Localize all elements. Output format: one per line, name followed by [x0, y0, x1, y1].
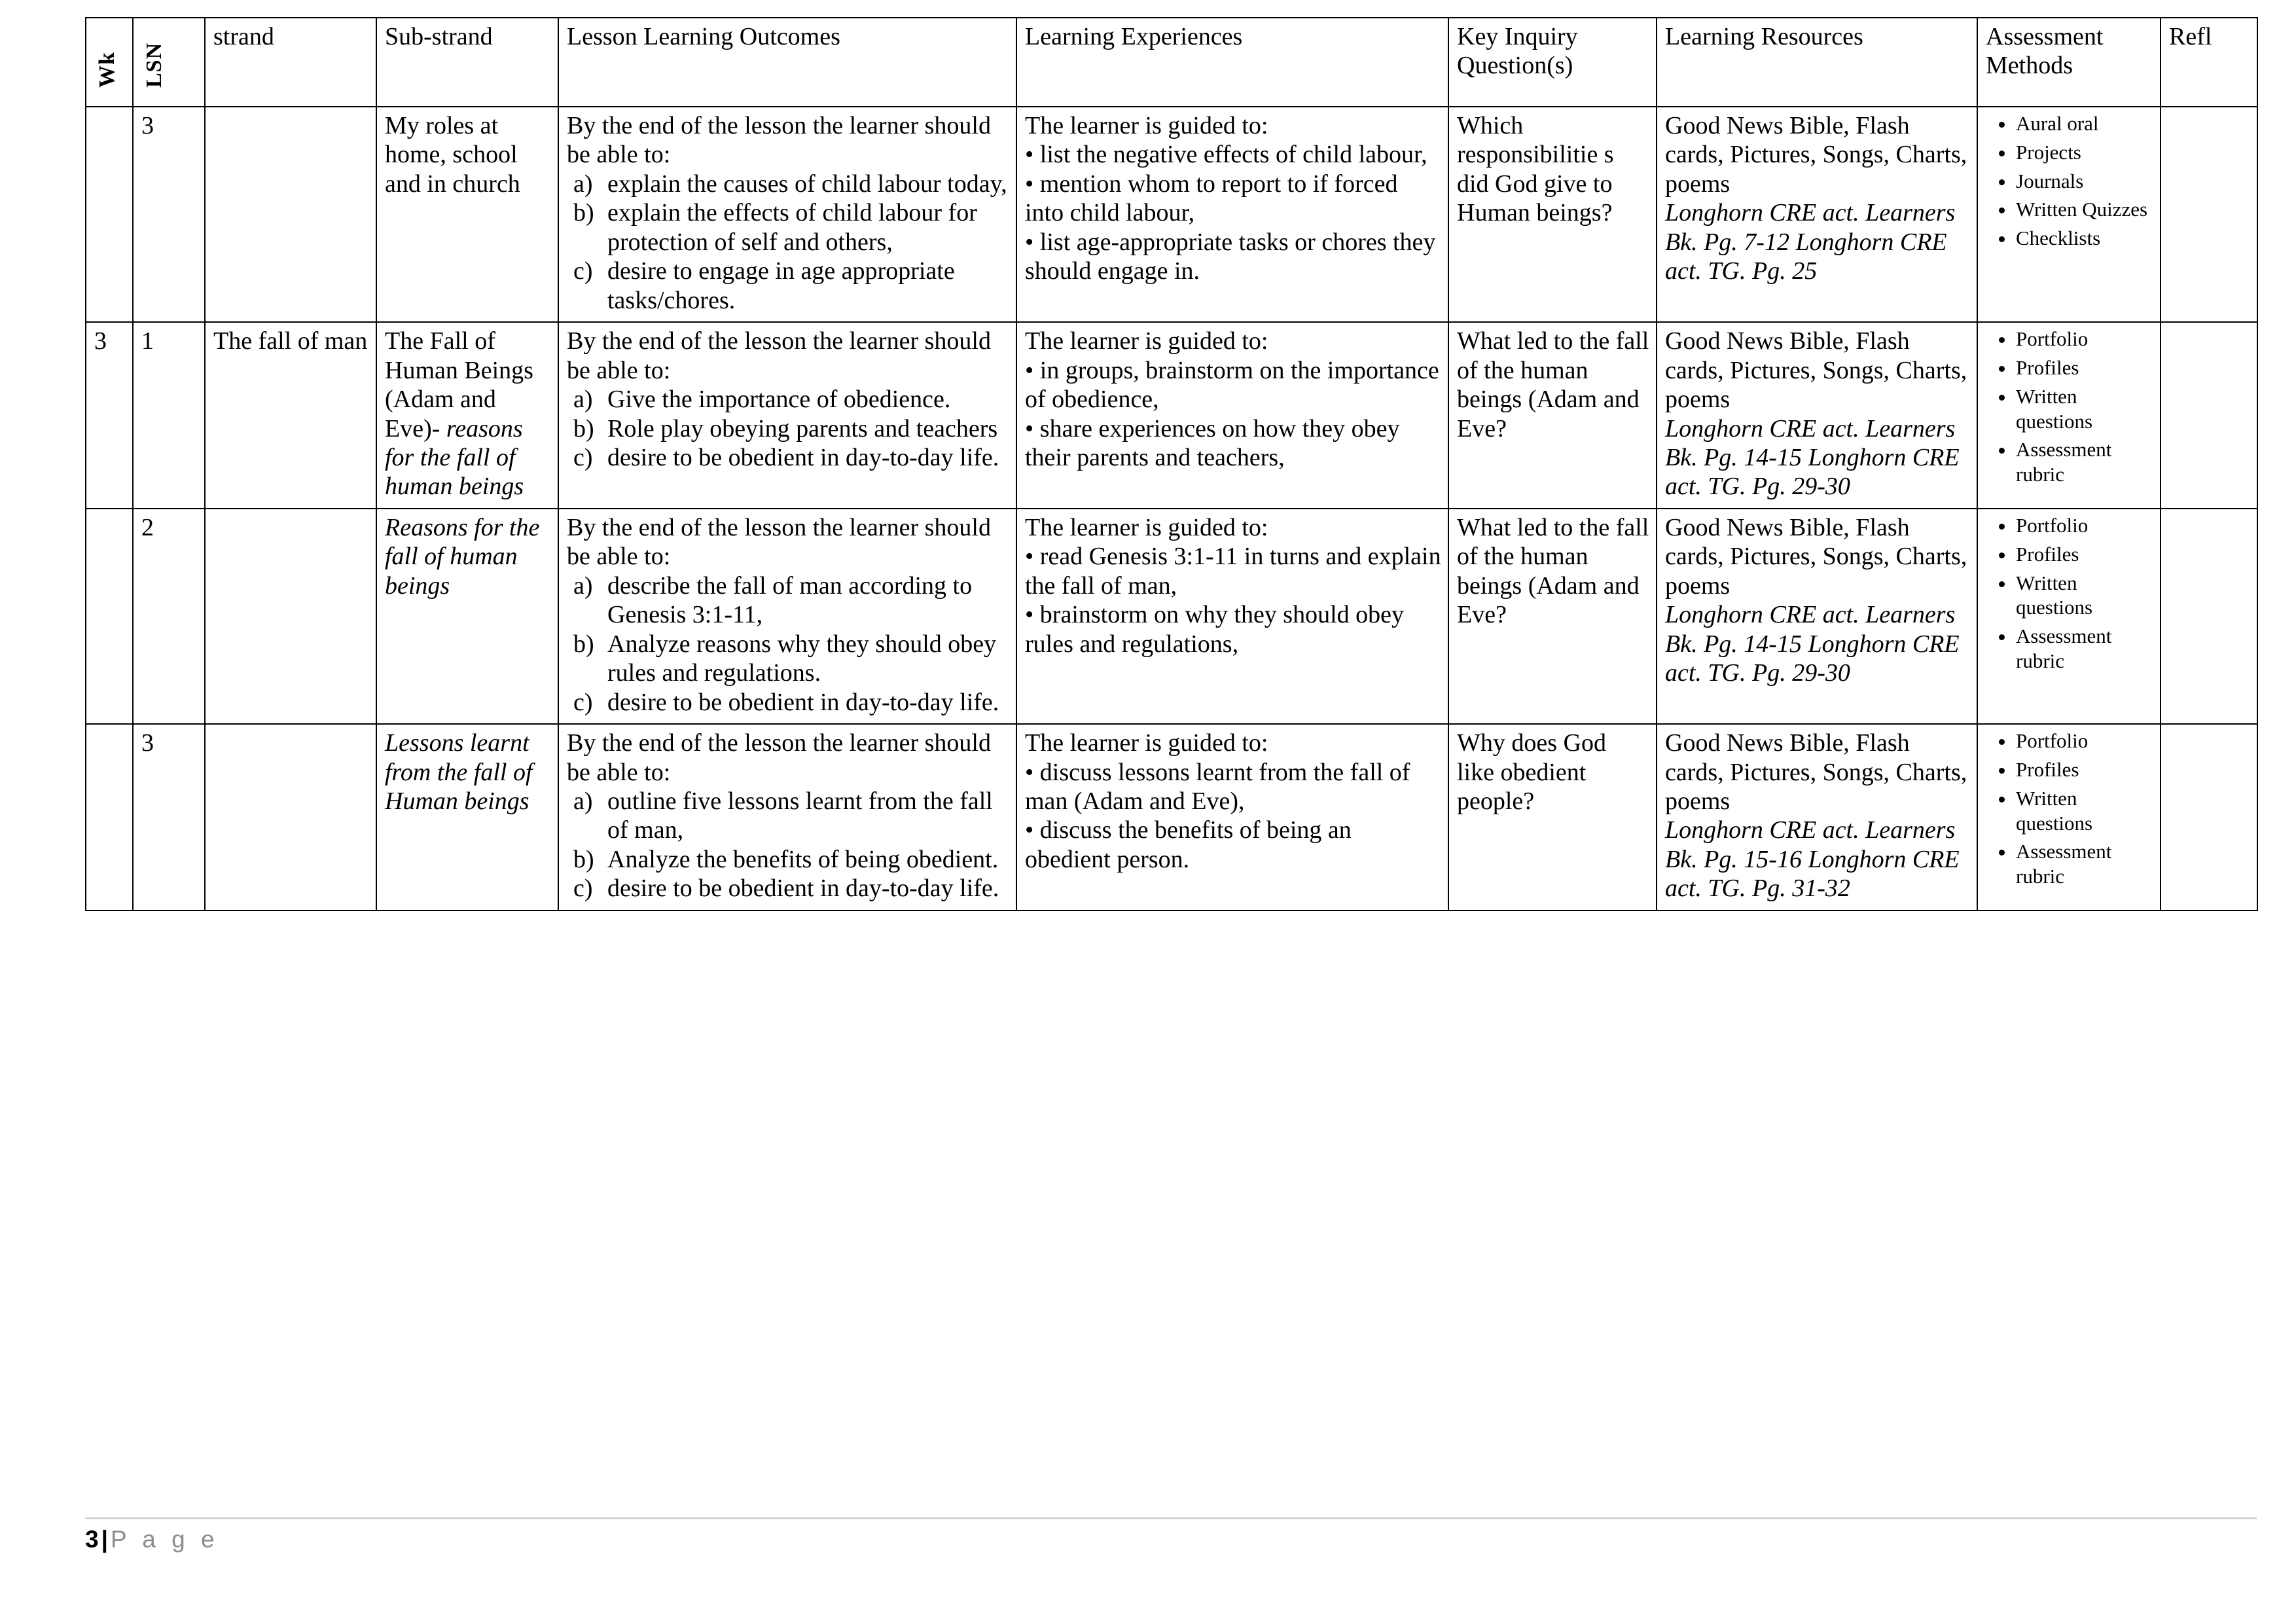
llo-item-text: Role play obeying parents and teachers — [607, 414, 998, 442]
learning-experiences-intro: The learner is guided to: — [1025, 112, 1268, 139]
learning-experience-bullet: • list age-appropriate tasks or chores they should engage in. — [1025, 228, 1436, 285]
llo-item — [567, 688, 1009, 717]
cell-key-inquiry-question: What led to the fall of the human beings (Adam and Eve? — [1448, 509, 1657, 724]
header-wk — [86, 18, 133, 107]
llo-item-label: c) — [573, 257, 593, 285]
footer-separator: | — [101, 1526, 108, 1553]
llo-item-label: b) — [573, 414, 594, 442]
table-body — [86, 107, 2257, 911]
llo-item-label: b) — [573, 630, 594, 658]
cell-assessment-methods — [1977, 724, 2161, 911]
cell-key-inquiry-question: Why does God like obedient people? — [1448, 724, 1657, 911]
llo-item — [567, 845, 1009, 874]
cell-sub-strand — [376, 509, 558, 724]
llo-item-text: desire to be obedient in day-to-day life. — [607, 688, 999, 716]
llo-item-text: desire to be obedient in day-to-day life. — [607, 875, 999, 903]
table-row — [86, 107, 2257, 322]
sub-strand-roman: My roles at home, school and in church — [385, 112, 520, 198]
cell-reflection — [2161, 509, 2257, 724]
cell-lesson-number: 3 — [133, 724, 205, 911]
header-assessment-methods: Assessment Methods — [1977, 18, 2161, 107]
sub-strand-italic: Reasons for the fall of human beings — [385, 513, 540, 600]
cell-strand — [205, 724, 376, 911]
assessment-method-item: • Journals — [2015, 169, 2153, 194]
llo-item — [567, 787, 1009, 845]
llo-item — [567, 443, 1009, 472]
llo-item-text: Analyze reasons why they should obey rules and regulations. — [607, 630, 997, 687]
learning-experience-bullet: • list the negative effects of child labour, — [1025, 141, 1427, 169]
learning-experience-bullet: • brainstorm on why they should obey rules and regulations, — [1025, 601, 1405, 658]
cell-lesson-number: 2 — [133, 509, 205, 724]
sub-strand-italic: reasons for the fall of human beings — [385, 414, 524, 501]
cell-learning-resources — [1657, 509, 1977, 724]
cell-strand — [205, 509, 376, 724]
llo-item-text: explain the causes of child labour today, — [607, 170, 1007, 198]
cell-learning-resources — [1657, 724, 1977, 911]
assessment-method-item: • Portfolio — [2015, 513, 2153, 538]
learning-experiences-intro: The learner is guided to: — [1025, 327, 1268, 355]
assessment-methods-list — [1986, 111, 2153, 251]
llo-list — [567, 571, 1009, 717]
assessment-method-item: • Written Quizzes — [2015, 197, 2153, 222]
assessment-method-item: • Portfolio — [2015, 327, 2153, 352]
llo-intro: By the end of the lesson the learner should be able to: — [567, 513, 991, 571]
learning-resources-italic: Longhorn CRE act. Learners Bk. Pg. 15-16 Longhorn CRE act. TG. Pg. 31-32 — [1665, 816, 1960, 903]
header-wk-label: Wk — [95, 52, 119, 88]
table-header-row — [86, 18, 2257, 107]
learning-resources-italic: Longhorn CRE act. Learners Bk. Pg. 14-15 Longhorn CRE act. TG. Pg. 29-30 — [1665, 414, 1960, 501]
llo-item-text: outline five lessons learnt from the fall of man, — [607, 787, 993, 844]
cell-lesson-learning-outcomes — [558, 322, 1016, 509]
assessment-method-item: • Written questions — [2015, 571, 2153, 621]
learning-resources-italic: Longhorn CRE act. Learners Bk. Pg. 7-12 Longhorn CRE act. TG. Pg. 25 — [1665, 199, 1956, 285]
llo-item — [567, 571, 1009, 630]
assessment-methods-list — [1986, 327, 2153, 487]
cell-lesson-number: 1 — [133, 322, 205, 509]
llo-list — [567, 170, 1009, 315]
header-strand: strand — [205, 18, 376, 107]
llo-item — [567, 414, 1009, 443]
llo-item-label: c) — [573, 688, 593, 716]
learning-resources-italic: Longhorn CRE act. Learners Bk. Pg. 14-15 Longhorn CRE act. TG. Pg. 29-30 — [1665, 601, 1960, 687]
assessment-method-item: • Profiles — [2015, 757, 2153, 782]
learning-experience-bullet: • discuss lessons learnt from the fall of man (Adam and Eve), — [1025, 758, 1410, 815]
llo-item-label: c) — [573, 443, 593, 471]
cell-strand: The fall of man — [205, 322, 376, 509]
cell-reflection — [2161, 322, 2257, 509]
llo-item-label: c) — [573, 875, 593, 903]
learning-experience-bullet: • mention whom to report to if forced into child labour, — [1025, 170, 1398, 227]
llo-item — [567, 170, 1009, 198]
cell-sub-strand — [376, 322, 558, 509]
llo-item-text: explain the effects of child labour for protection of self and others, — [607, 199, 977, 256]
learning-experience-bullet: • share experiences on how they obey their parents and teachers, — [1025, 414, 1400, 471]
llo-item-label: a) — [573, 787, 593, 815]
learning-resources-roman: Good News Bible, Flash cards, Pictures, Songs, Charts, poems — [1665, 513, 1967, 600]
assessment-method-item: • Profiles — [2015, 542, 2153, 567]
cell-assessment-methods — [1977, 107, 2161, 322]
cell-week — [86, 509, 133, 724]
assessment-method-item: • Checklists — [2015, 226, 2153, 251]
header-key-inquiry-questions: Key Inquiry Question(s) — [1448, 18, 1657, 107]
assessment-method-item: • Projects — [2015, 140, 2153, 165]
cell-learning-experiences — [1016, 509, 1448, 724]
learning-resources-roman: Good News Bible, Flash cards, Pictures, Songs, Charts, poems — [1665, 729, 1967, 815]
cell-reflection — [2161, 107, 2257, 322]
cell-week: 3 — [86, 322, 133, 509]
assessment-method-item: • Written questions — [2015, 786, 2153, 836]
llo-item-label: a) — [573, 571, 593, 600]
learning-experiences-intro: The learner is guided to: — [1025, 513, 1268, 541]
header-lsn-label: LSN — [142, 42, 166, 88]
llo-intro: By the end of the lesson the learner should be able to: — [567, 327, 991, 384]
assessment-method-item: • Written questions — [2015, 384, 2153, 434]
cell-key-inquiry-question: Which responsibilitie s did God give to Human beings? — [1448, 107, 1657, 322]
header-lesson-learning-outcomes: Lesson Learning Outcomes — [558, 18, 1016, 107]
llo-intro: By the end of the lesson the learner should be able to: — [567, 729, 991, 786]
cell-learning-experiences — [1016, 724, 1448, 911]
header-reflection: Refl — [2161, 18, 2257, 107]
header-sub-strand: Sub-strand — [376, 18, 558, 107]
header-learning-resources: Learning Resources — [1657, 18, 1977, 107]
learning-experience-bullet: • discuss the benefits of being an obedient person. — [1025, 816, 1352, 873]
llo-item-label: a) — [573, 386, 593, 414]
cell-lesson-number: 3 — [133, 107, 205, 322]
scheme-of-work-table — [85, 17, 2258, 911]
table-row — [86, 509, 2257, 724]
llo-item-text: Give the importance of obedience. — [607, 386, 951, 414]
assessment-method-item: • Profiles — [2015, 355, 2153, 380]
llo-item — [567, 385, 1009, 414]
page-footer — [85, 1517, 2257, 1553]
llo-item-label: b) — [573, 199, 594, 227]
cell-lesson-learning-outcomes — [558, 509, 1016, 724]
header-learning-experiences: Learning Experiences — [1016, 18, 1448, 107]
assessment-method-item: • Assessment rubric — [2015, 624, 2153, 674]
llo-item — [567, 874, 1009, 903]
cell-strand — [205, 107, 376, 322]
footer-divider — [85, 1517, 2257, 1519]
assessment-method-item: • Assessment rubric — [2015, 437, 2153, 487]
sub-strand-roman: The Fall of Human Beings (Adam and Eve)- — [385, 327, 533, 442]
learning-experiences-intro: The learner is guided to: — [1025, 729, 1268, 757]
cell-reflection — [2161, 724, 2257, 911]
header-lsn — [133, 18, 205, 107]
cell-assessment-methods — [1977, 509, 2161, 724]
assessment-methods-list — [1986, 513, 2153, 674]
cell-learning-resources — [1657, 322, 1977, 509]
assessment-method-item: • Portfolio — [2015, 729, 2153, 753]
llo-intro: By the end of the lesson the learner should be able to: — [567, 112, 991, 169]
cell-sub-strand — [376, 724, 558, 911]
cell-sub-strand — [376, 107, 558, 322]
assessment-method-item: • Assessment rubric — [2015, 839, 2153, 889]
cell-lesson-learning-outcomes — [558, 107, 1016, 322]
footer-page-number: 3 — [85, 1526, 99, 1553]
footer-page-word: P a g e — [110, 1526, 219, 1553]
cell-assessment-methods — [1977, 322, 2161, 509]
cell-learning-experiences — [1016, 107, 1448, 322]
learning-experience-bullet: • in groups, brainstorm on the importance of obedience, — [1025, 356, 1439, 414]
assessment-methods-list — [1986, 729, 2153, 889]
llo-item — [567, 257, 1009, 315]
cell-learning-resources — [1657, 107, 1977, 322]
llo-item — [567, 198, 1009, 257]
llo-list — [567, 787, 1009, 903]
cell-key-inquiry-question: What led to the fall of the human beings (Adam and Eve? — [1448, 322, 1657, 509]
learning-experience-bullet: • read Genesis 3:1-11 in turns and explain the fall of man, — [1025, 543, 1441, 600]
llo-item — [567, 630, 1009, 688]
llo-item-label: a) — [573, 170, 593, 198]
cell-week — [86, 724, 133, 911]
cell-week — [86, 107, 133, 322]
llo-item-text: desire to engage in age appropriate tasks/chores. — [607, 257, 955, 314]
llo-item-text: describe the fall of man according to Genesis 3:1-11, — [607, 571, 973, 629]
llo-item-label: b) — [573, 845, 594, 873]
llo-item-text: Analyze the benefits of being obedient. — [607, 845, 999, 873]
footer-text — [85, 1526, 2257, 1553]
llo-list — [567, 385, 1009, 472]
assessment-method-item: • Aural oral — [2015, 111, 2153, 136]
llo-item-text: desire to be obedient in day-to-day life. — [607, 443, 999, 471]
cell-learning-experiences — [1016, 322, 1448, 509]
table-row — [86, 322, 2257, 509]
sub-strand-italic: Lessons learnt from the fall of Human beings — [385, 729, 533, 815]
learning-resources-roman: Good News Bible, Flash cards, Pictures, Songs, Charts, poems — [1665, 327, 1967, 414]
table-row — [86, 724, 2257, 911]
cell-lesson-learning-outcomes — [558, 724, 1016, 911]
learning-resources-roman: Good News Bible, Flash cards, Pictures, Songs, Charts, poems — [1665, 112, 1967, 198]
